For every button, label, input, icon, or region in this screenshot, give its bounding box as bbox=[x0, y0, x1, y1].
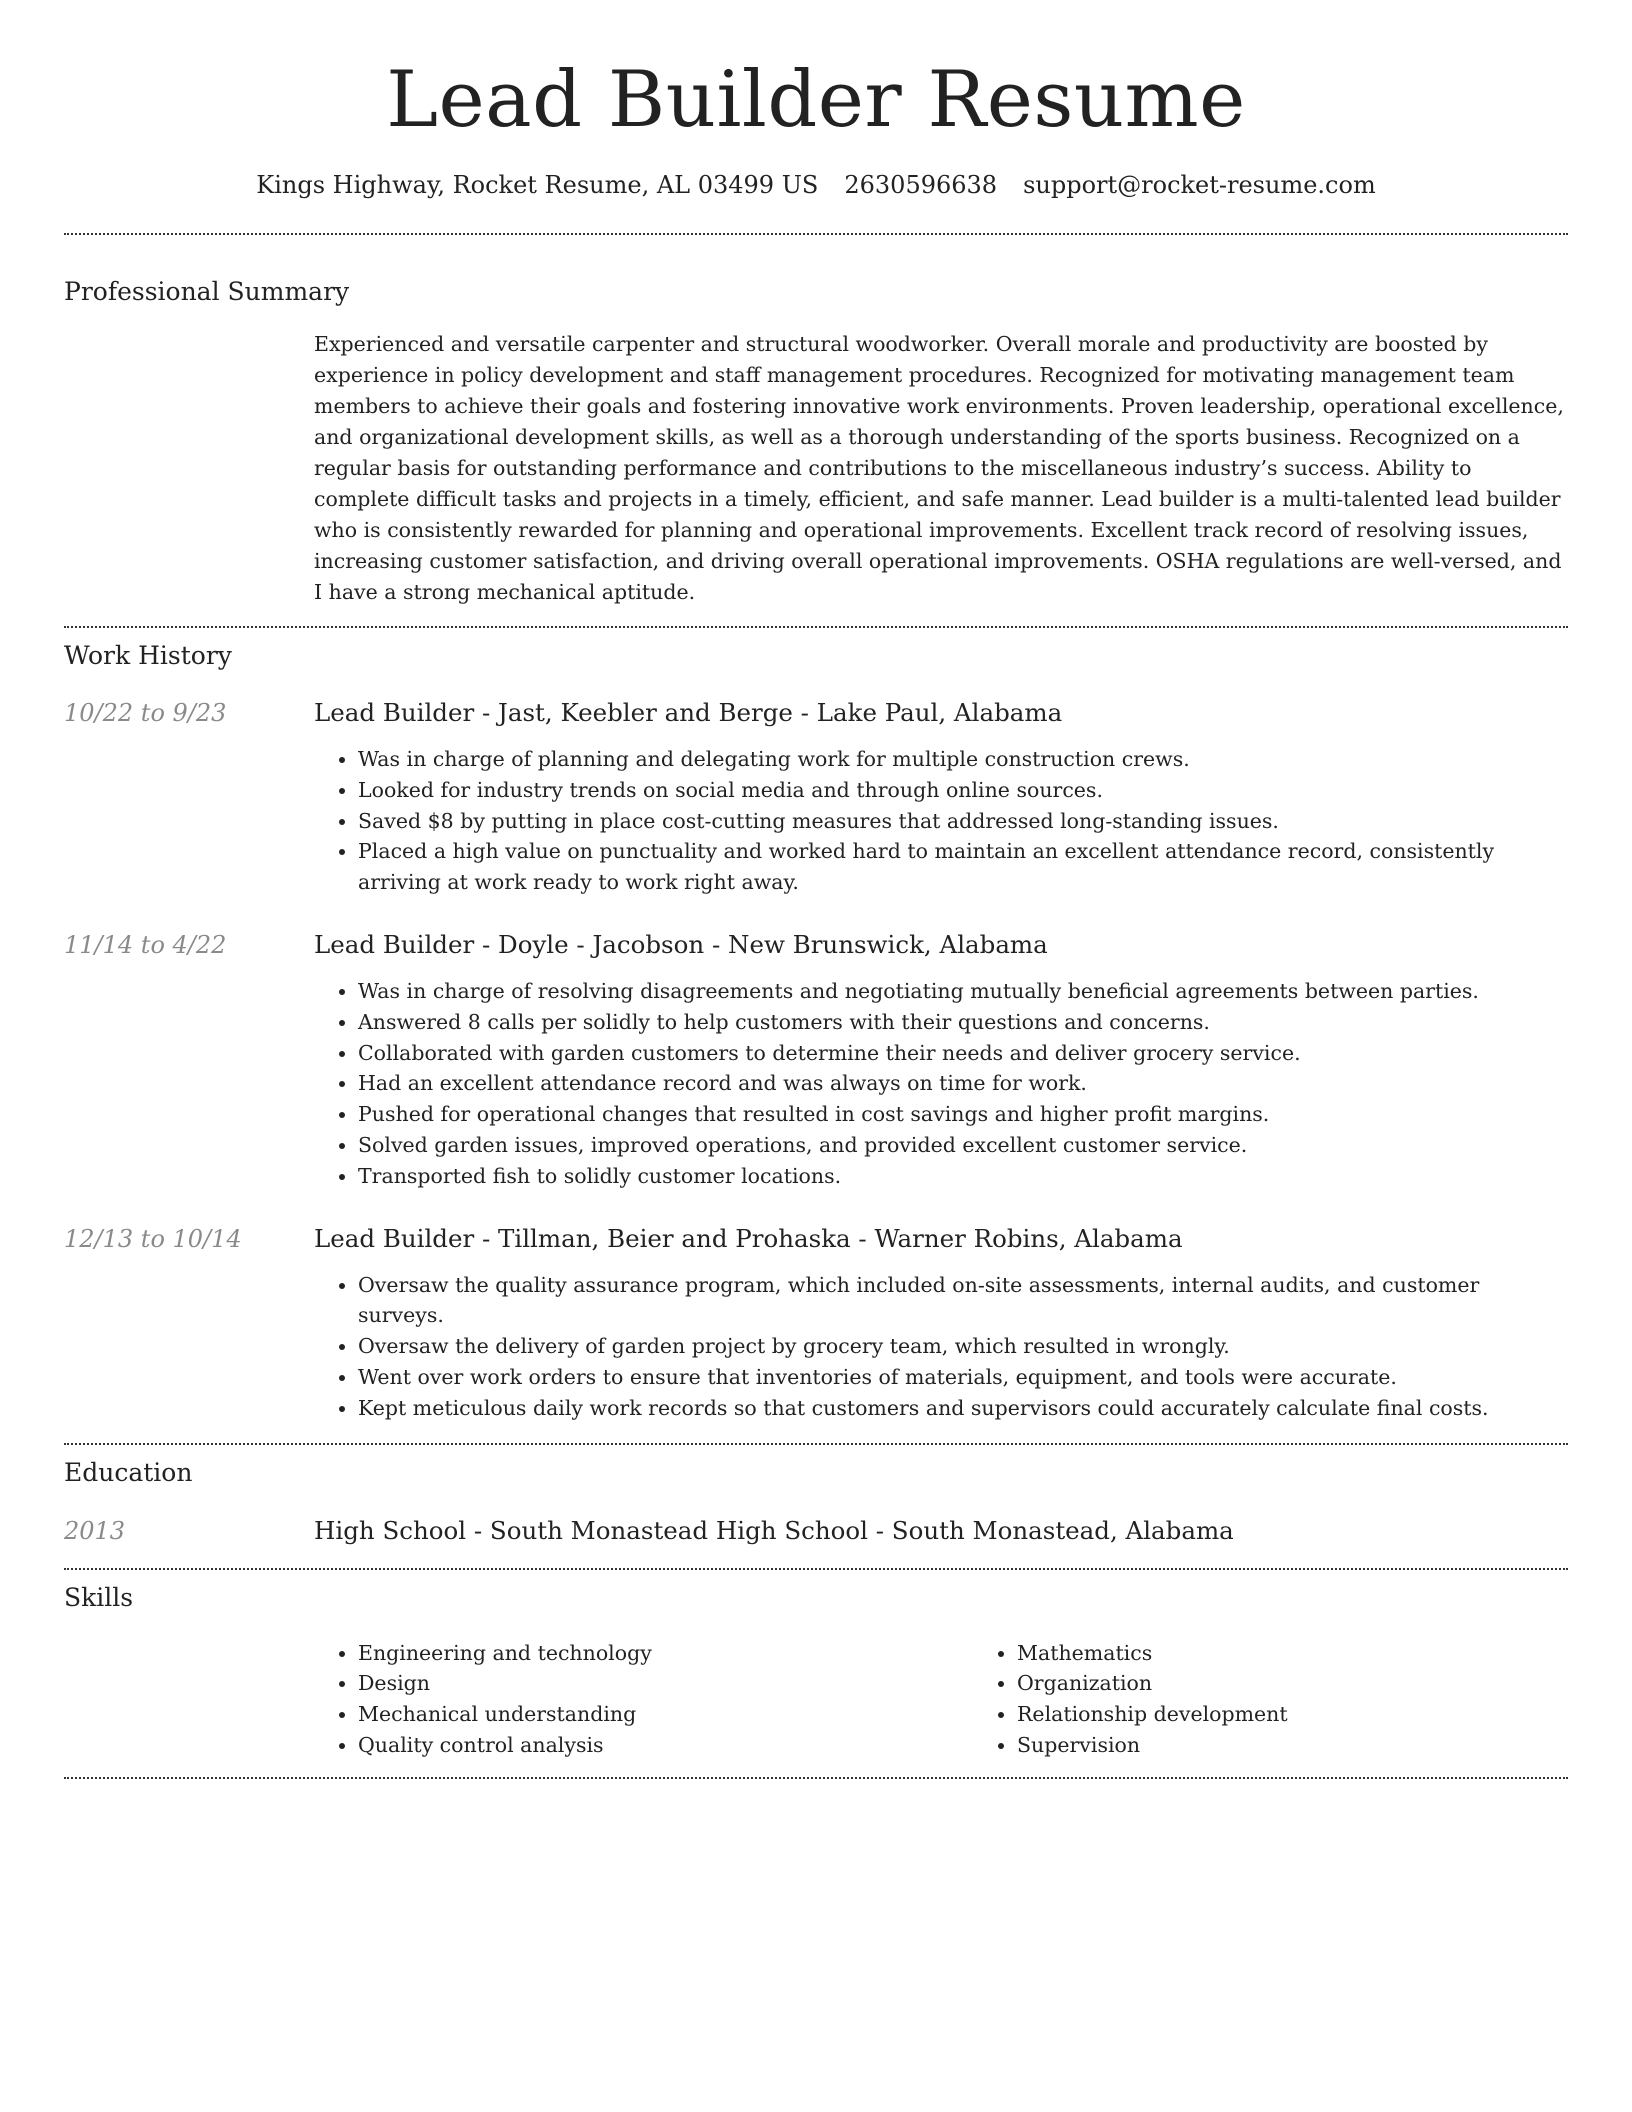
list-item: • Quality control analysis bbox=[358, 1730, 973, 1761]
skills-row bbox=[64, 1638, 1568, 1761]
list-item: • Went over work orders to ensure that inventories of materials, equipment, and tools were accurate. bbox=[358, 1362, 1568, 1393]
list-item: • Supervision bbox=[1017, 1730, 1632, 1761]
job-bullets bbox=[314, 1270, 1568, 1424]
contact-email: support@rocket-resume.com bbox=[1023, 171, 1376, 199]
skills-list-left bbox=[314, 1638, 973, 1761]
skills-lists bbox=[314, 1638, 1568, 1761]
job-bullets bbox=[314, 976, 1568, 1192]
list-item: • Answered 8 calls per solidly to help customers with their questions and concerns. bbox=[358, 1007, 1568, 1038]
list-item: • Saved $8 by putting in place cost-cutting measures that addressed long-standing issues. bbox=[358, 806, 1568, 837]
list-item: • Was in charge of resolving disagreements and negotiating mutually beneficial agreements between parties. bbox=[358, 976, 1568, 1007]
contact-phone: 2630596638 bbox=[844, 171, 998, 199]
list-item: • Solved garden issues, improved operations, and provided excellent customer service. bbox=[358, 1130, 1568, 1161]
list-item: • Was in charge of planning and delegating work for multiple construction crews. bbox=[358, 744, 1568, 775]
work-history-heading: Work History bbox=[64, 641, 232, 670]
summary-heading: Professional Summary bbox=[64, 277, 350, 306]
job-title: Lead Builder - Doyle - Jacobson - New Brunswick, Alabama bbox=[314, 929, 1048, 959]
section-divider bbox=[64, 1777, 1568, 1779]
list-item: • Kept meticulous daily work records so that customers and supervisors could accurately calculate final costs. bbox=[358, 1393, 1568, 1424]
list-item: • Mechanical understanding bbox=[358, 1699, 973, 1730]
education-entry bbox=[64, 1514, 1568, 1548]
list-item: • Organization bbox=[1017, 1668, 1632, 1699]
job-dates: 10/22 to 9/23 bbox=[64, 699, 227, 727]
skills-list-right bbox=[973, 1638, 1632, 1761]
list-item: • Had an excellent attendance record and was always on time for work. bbox=[358, 1068, 1568, 1099]
list-item: • Oversaw the delivery of garden project by grocery team, which resulted in wrongly. bbox=[358, 1331, 1568, 1362]
section-divider bbox=[64, 233, 1568, 235]
job-dates: 11/14 to 4/22 bbox=[64, 930, 227, 959]
education-heading: Education bbox=[64, 1457, 193, 1487]
job-dates: 12/13 to 10/14 bbox=[64, 1224, 242, 1253]
list-item: • Engineering and technology bbox=[358, 1638, 973, 1669]
summary-text: Experienced and versatile carpenter and structural woodworker. Overall morale and productivity are boosted by experience in policy development and staff management procedures. Recognized for motivating management team members to achieve their goals and fostering innovative work environments. Proven leadership, operational excellence, and organizational development skills, as well as a thorough understanding of the sports business. Recognized on a regular basis for outstanding performance and contributions to the miscellaneous industry’s success. Ability to complete difficult tasks and projects in a timely, efficient, and safe manner. Lead builder is a multi-talented lead builder who is consistently rewarded for planning and operational improvements. Excellent track record of resolving issues, increasing customer satisfaction, and driving overall operational improvements. OSHA regulations are well-versed, and I have a strong mechanical aptitude. bbox=[314, 332, 1564, 604]
job-bullets bbox=[314, 744, 1568, 898]
list-item: • Design bbox=[358, 1668, 973, 1699]
list-item: • Placed a high value on punctuality and worked hard to maintain an excellent attendance record, consistently arriving at work ready to work right away. bbox=[358, 836, 1568, 898]
list-item: • Looked for industry trends on social media and through online sources. bbox=[358, 775, 1568, 806]
summary-row bbox=[64, 329, 1568, 608]
section-divider bbox=[64, 1443, 1568, 1445]
job-title: Lead Builder - Tillman, Beier and Prohaska - Warner Robins, Alabama bbox=[314, 1223, 1183, 1253]
list-item: • Pushed for operational changes that resulted in cost savings and higher profit margins. bbox=[358, 1099, 1568, 1130]
job-entry bbox=[64, 928, 1568, 1192]
job-entry bbox=[64, 696, 1568, 898]
resume-page bbox=[64, 0, 1568, 1779]
list-item: • Oversaw the quality assurance program, which included on-site assessments, internal audits, and customer surveys. bbox=[358, 1270, 1568, 1332]
list-item: • Transported fish to solidly customer locations. bbox=[358, 1161, 1568, 1192]
skills-heading: Skills bbox=[64, 1582, 134, 1612]
contact-line bbox=[64, 168, 1568, 202]
section-divider bbox=[64, 626, 1568, 628]
education-year: 2013 bbox=[64, 1516, 126, 1545]
job-title: Lead Builder - Jast, Keebler and Berge - Lake Paul, Alabama bbox=[314, 698, 1063, 727]
list-item: • Relationship development bbox=[1017, 1699, 1632, 1730]
list-item: • Mathematics bbox=[1017, 1638, 1632, 1669]
job-entry bbox=[64, 1222, 1568, 1424]
education-title: High School - South Monastead High School - South Monastead, Alabama bbox=[314, 1515, 1234, 1545]
section-divider bbox=[64, 1568, 1568, 1570]
resume-title: Lead Builder Resume bbox=[386, 55, 1246, 145]
contact-address: Kings Highway, Rocket Resume, AL 03499 US bbox=[256, 171, 819, 199]
list-item: • Collaborated with garden customers to determine their needs and deliver grocery service. bbox=[358, 1038, 1568, 1069]
